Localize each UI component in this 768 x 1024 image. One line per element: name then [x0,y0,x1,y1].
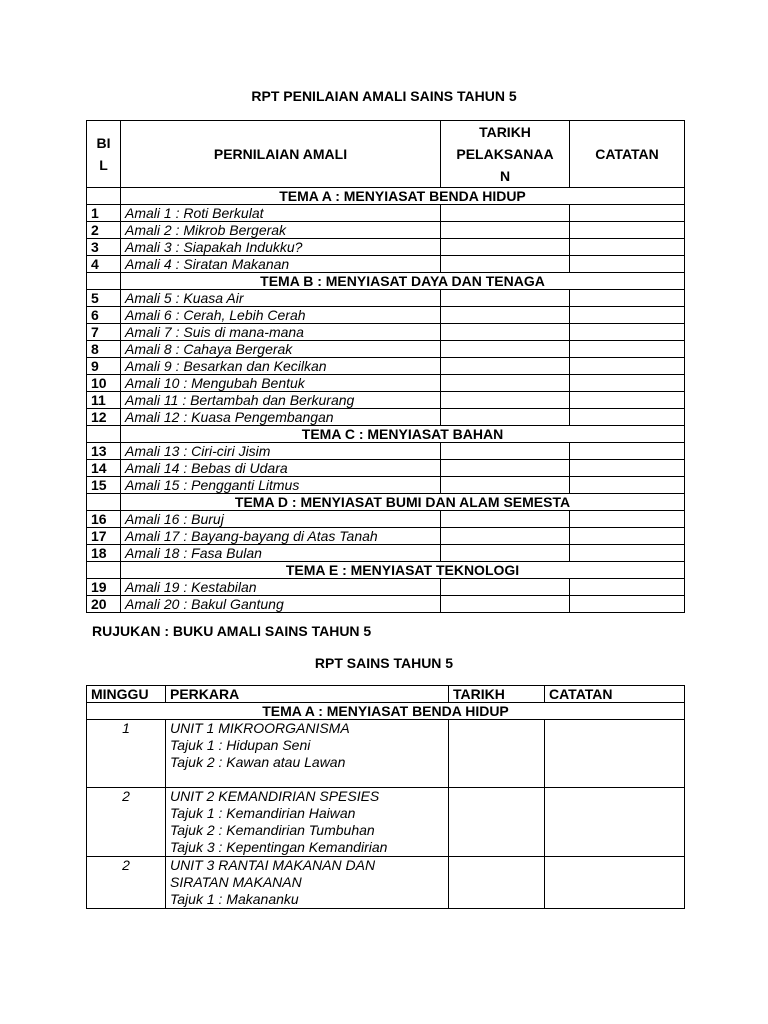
row-number: 3 [87,239,121,256]
theme-title: TEMA A : MENYIASAT BENDA HIDUP [121,188,685,205]
table-row [87,341,685,358]
row-date-cell [441,409,570,426]
row-number: 19 [87,579,121,596]
unit-content [166,788,449,857]
theme-row [87,273,685,290]
header-perkara: PERKARA [166,686,449,703]
unit-line: UNIT 1 MIKROORGANISMA [170,720,350,736]
row-notes-cell [570,528,685,545]
theme-empty-cell [87,273,121,290]
table-row [87,477,685,494]
row-notes-cell [570,290,685,307]
reference-note: RUJUKAN : BUKU AMALI SAINS TAHUN 5 [92,623,372,639]
row-practical-name: Amali 11 : Bertambah dan Berkurang [121,392,441,409]
row-date-cell [441,443,570,460]
theme-empty-cell [87,562,121,579]
row-practical-name: Amali 3 : Siapakah Indukku? [121,239,441,256]
header-bil-line1: BI [96,135,111,151]
row-date-cell [441,307,570,324]
row-number: 2 [87,222,121,239]
row-notes-cell [570,579,685,596]
row-practical-name: Amali 19 : Kestabilan [121,579,441,596]
table-row [87,720,685,788]
row-number: 6 [87,307,121,324]
row-notes-cell [570,239,685,256]
row-number: 20 [87,596,121,613]
row-number: 4 [87,256,121,273]
row-number: 8 [87,341,121,358]
scheme-table-header [87,686,685,703]
row-number: 14 [87,460,121,477]
row-date-cell [441,341,570,358]
table-row [87,375,685,392]
scheme-table [86,685,685,909]
scheme-table-title: RPT SAINS TAHUN 5 [314,655,454,671]
theme-title: TEMA B : MENYIASAT DAYA DAN TENAGA [121,273,685,290]
scheme-theme-title: TEMA A : MENYIASAT BENDA HIDUP [87,703,685,720]
unit-line: SIRATAN MAKANAN [170,874,302,890]
row-date-cell [441,290,570,307]
row-date-cell [441,205,570,222]
row-practical-name: Amali 13 : Ciri-ciri Jisim [121,443,441,460]
table-row [87,358,685,375]
theme-title: TEMA D : MENYIASAT BUMI DAN ALAM SEMESTA [121,494,685,511]
unit-content [166,857,449,909]
unit-line: Tajuk 2 : Kawan atau Lawan [170,754,346,770]
header-bil [87,121,121,188]
row-date-cell [441,239,570,256]
row-practical-name: Amali 20 : Bakul Gantung [121,596,441,613]
row-notes-cell [570,324,685,341]
unit-line: UNIT 2 KEMANDIRIAN SPESIES [170,788,380,804]
theme-row [87,426,685,443]
row-date-cell [441,545,570,562]
row-number: 12 [87,409,121,426]
unit-line: UNIT 3 RANTAI MAKANAN DAN [170,857,376,873]
row-notes-cell [570,477,685,494]
unit-notes-cell [545,788,685,857]
row-practical-name: Amali 7 : Suis di mana-mana [121,324,441,341]
row-practical-name: Amali 4 : Siratan Makanan [121,256,441,273]
table-row [87,460,685,477]
row-date-cell [441,460,570,477]
row-number: 9 [87,358,121,375]
row-notes-cell [570,341,685,358]
header-tarikh-line1: TARIKH [479,124,531,140]
row-notes-cell [570,596,685,613]
row-notes-cell [570,392,685,409]
row-notes-cell [570,545,685,562]
table-row [87,596,685,613]
row-date-cell [441,528,570,545]
row-notes-cell [570,358,685,375]
row-date-cell [441,596,570,613]
row-number: 7 [87,324,121,341]
row-number: 5 [87,290,121,307]
unit-notes-cell [545,720,685,788]
row-number: 11 [87,392,121,409]
row-practical-name: Amali 10 : Mengubah Bentuk [121,375,441,392]
theme-title: TEMA C : MENYIASAT BAHAN [121,426,685,443]
unit-date-cell [449,720,545,788]
table-row [87,392,685,409]
table-row [87,307,685,324]
header-minggu: MINGGU [87,686,166,703]
table-row [87,239,685,256]
theme-empty-cell [87,494,121,511]
table-row [87,579,685,596]
row-notes-cell [570,443,685,460]
assessment-table [86,120,685,613]
row-notes-cell [570,222,685,239]
header-tarikh-line3: N [499,168,511,184]
scheme-theme-row [87,703,685,720]
row-notes-cell [570,307,685,324]
row-notes-cell [570,375,685,392]
row-date-cell [441,511,570,528]
unit-line: Tajuk 2 : Kemandirian Tumbuhan [170,822,375,838]
row-practical-name: Amali 1 : Roti Berkulat [121,205,441,222]
row-notes-cell [570,256,685,273]
row-practical-name: Amali 16 : Buruj [121,511,441,528]
table-row [87,511,685,528]
row-practical-name: Amali 2 : Mikrob Bergerak [121,222,441,239]
row-date-cell [441,375,570,392]
theme-empty-cell [87,426,121,443]
table-row [87,788,685,857]
unit-notes-cell [545,857,685,909]
table-row [87,443,685,460]
header-tarikh-line2: PELAKSANAA [456,146,554,162]
unit-line: Tajuk 3 : Kepentingan Kemandirian [170,839,388,855]
row-date-cell [441,358,570,375]
table-row [87,857,685,909]
week-number: 1 [87,720,166,788]
assessment-table-title: RPT PENILAIAN AMALI SAINS TAHUN 5 [251,88,517,104]
row-number: 10 [87,375,121,392]
header-tarikh [441,121,570,188]
table-row [87,409,685,426]
row-number: 15 [87,477,121,494]
unit-line: Tajuk 1 : Hidupan Seni [170,737,311,753]
row-practical-name: Amali 18 : Fasa Bulan [121,545,441,562]
theme-title: TEMA E : MENYIASAT TEKNOLOGI [121,562,685,579]
row-date-cell [441,256,570,273]
row-number: 16 [87,511,121,528]
week-number: 2 [87,788,166,857]
row-notes-cell [570,460,685,477]
unit-line: Tajuk 1 : Kemandirian Haiwan [170,805,356,821]
table-row [87,205,685,222]
table-row [87,528,685,545]
row-date-cell [441,392,570,409]
unit-line: Tajuk 1 : Makananku [170,891,299,907]
row-practical-name: Amali 17 : Bayang-bayang di Atas Tanah [121,528,441,545]
row-notes-cell [570,205,685,222]
table-row [87,256,685,273]
row-number: 18 [87,545,121,562]
unit-date-cell [449,857,545,909]
theme-empty-cell [87,188,121,205]
header-bil-line2: L [99,157,108,173]
unit-date-cell [449,788,545,857]
header-catatan: CATATAN [570,121,685,188]
row-practical-name: Amali 6 : Cerah, Lebih Cerah [121,307,441,324]
theme-row [87,188,685,205]
row-number: 13 [87,443,121,460]
row-date-cell [441,222,570,239]
table-row [87,222,685,239]
header-catatan-2: CATATAN [545,686,685,703]
row-number: 1 [87,205,121,222]
table-row [87,324,685,341]
row-practical-name: Amali 9 : Besarkan dan Kecilkan [121,358,441,375]
row-practical-name: Amali 12 : Kuasa Pengembangan [121,409,441,426]
header-pernilaian: PERNILAIAN AMALI [121,121,441,188]
row-date-cell [441,324,570,341]
theme-row [87,494,685,511]
row-notes-cell [570,511,685,528]
row-notes-cell [570,409,685,426]
row-date-cell [441,477,570,494]
row-practical-name: Amali 8 : Cahaya Bergerak [121,341,441,358]
week-number: 2 [87,857,166,909]
row-practical-name: Amali 14 : Bebas di Udara [121,460,441,477]
table-row [87,290,685,307]
row-practical-name: Amali 15 : Pengganti Litmus [121,477,441,494]
assessment-table-header [87,121,685,188]
table-row [87,545,685,562]
row-number: 17 [87,528,121,545]
unit-content [166,720,449,788]
header-tarikh-2: TARIKH [449,686,545,703]
theme-row [87,562,685,579]
row-date-cell [441,579,570,596]
row-practical-name: Amali 5 : Kuasa Air [121,290,441,307]
